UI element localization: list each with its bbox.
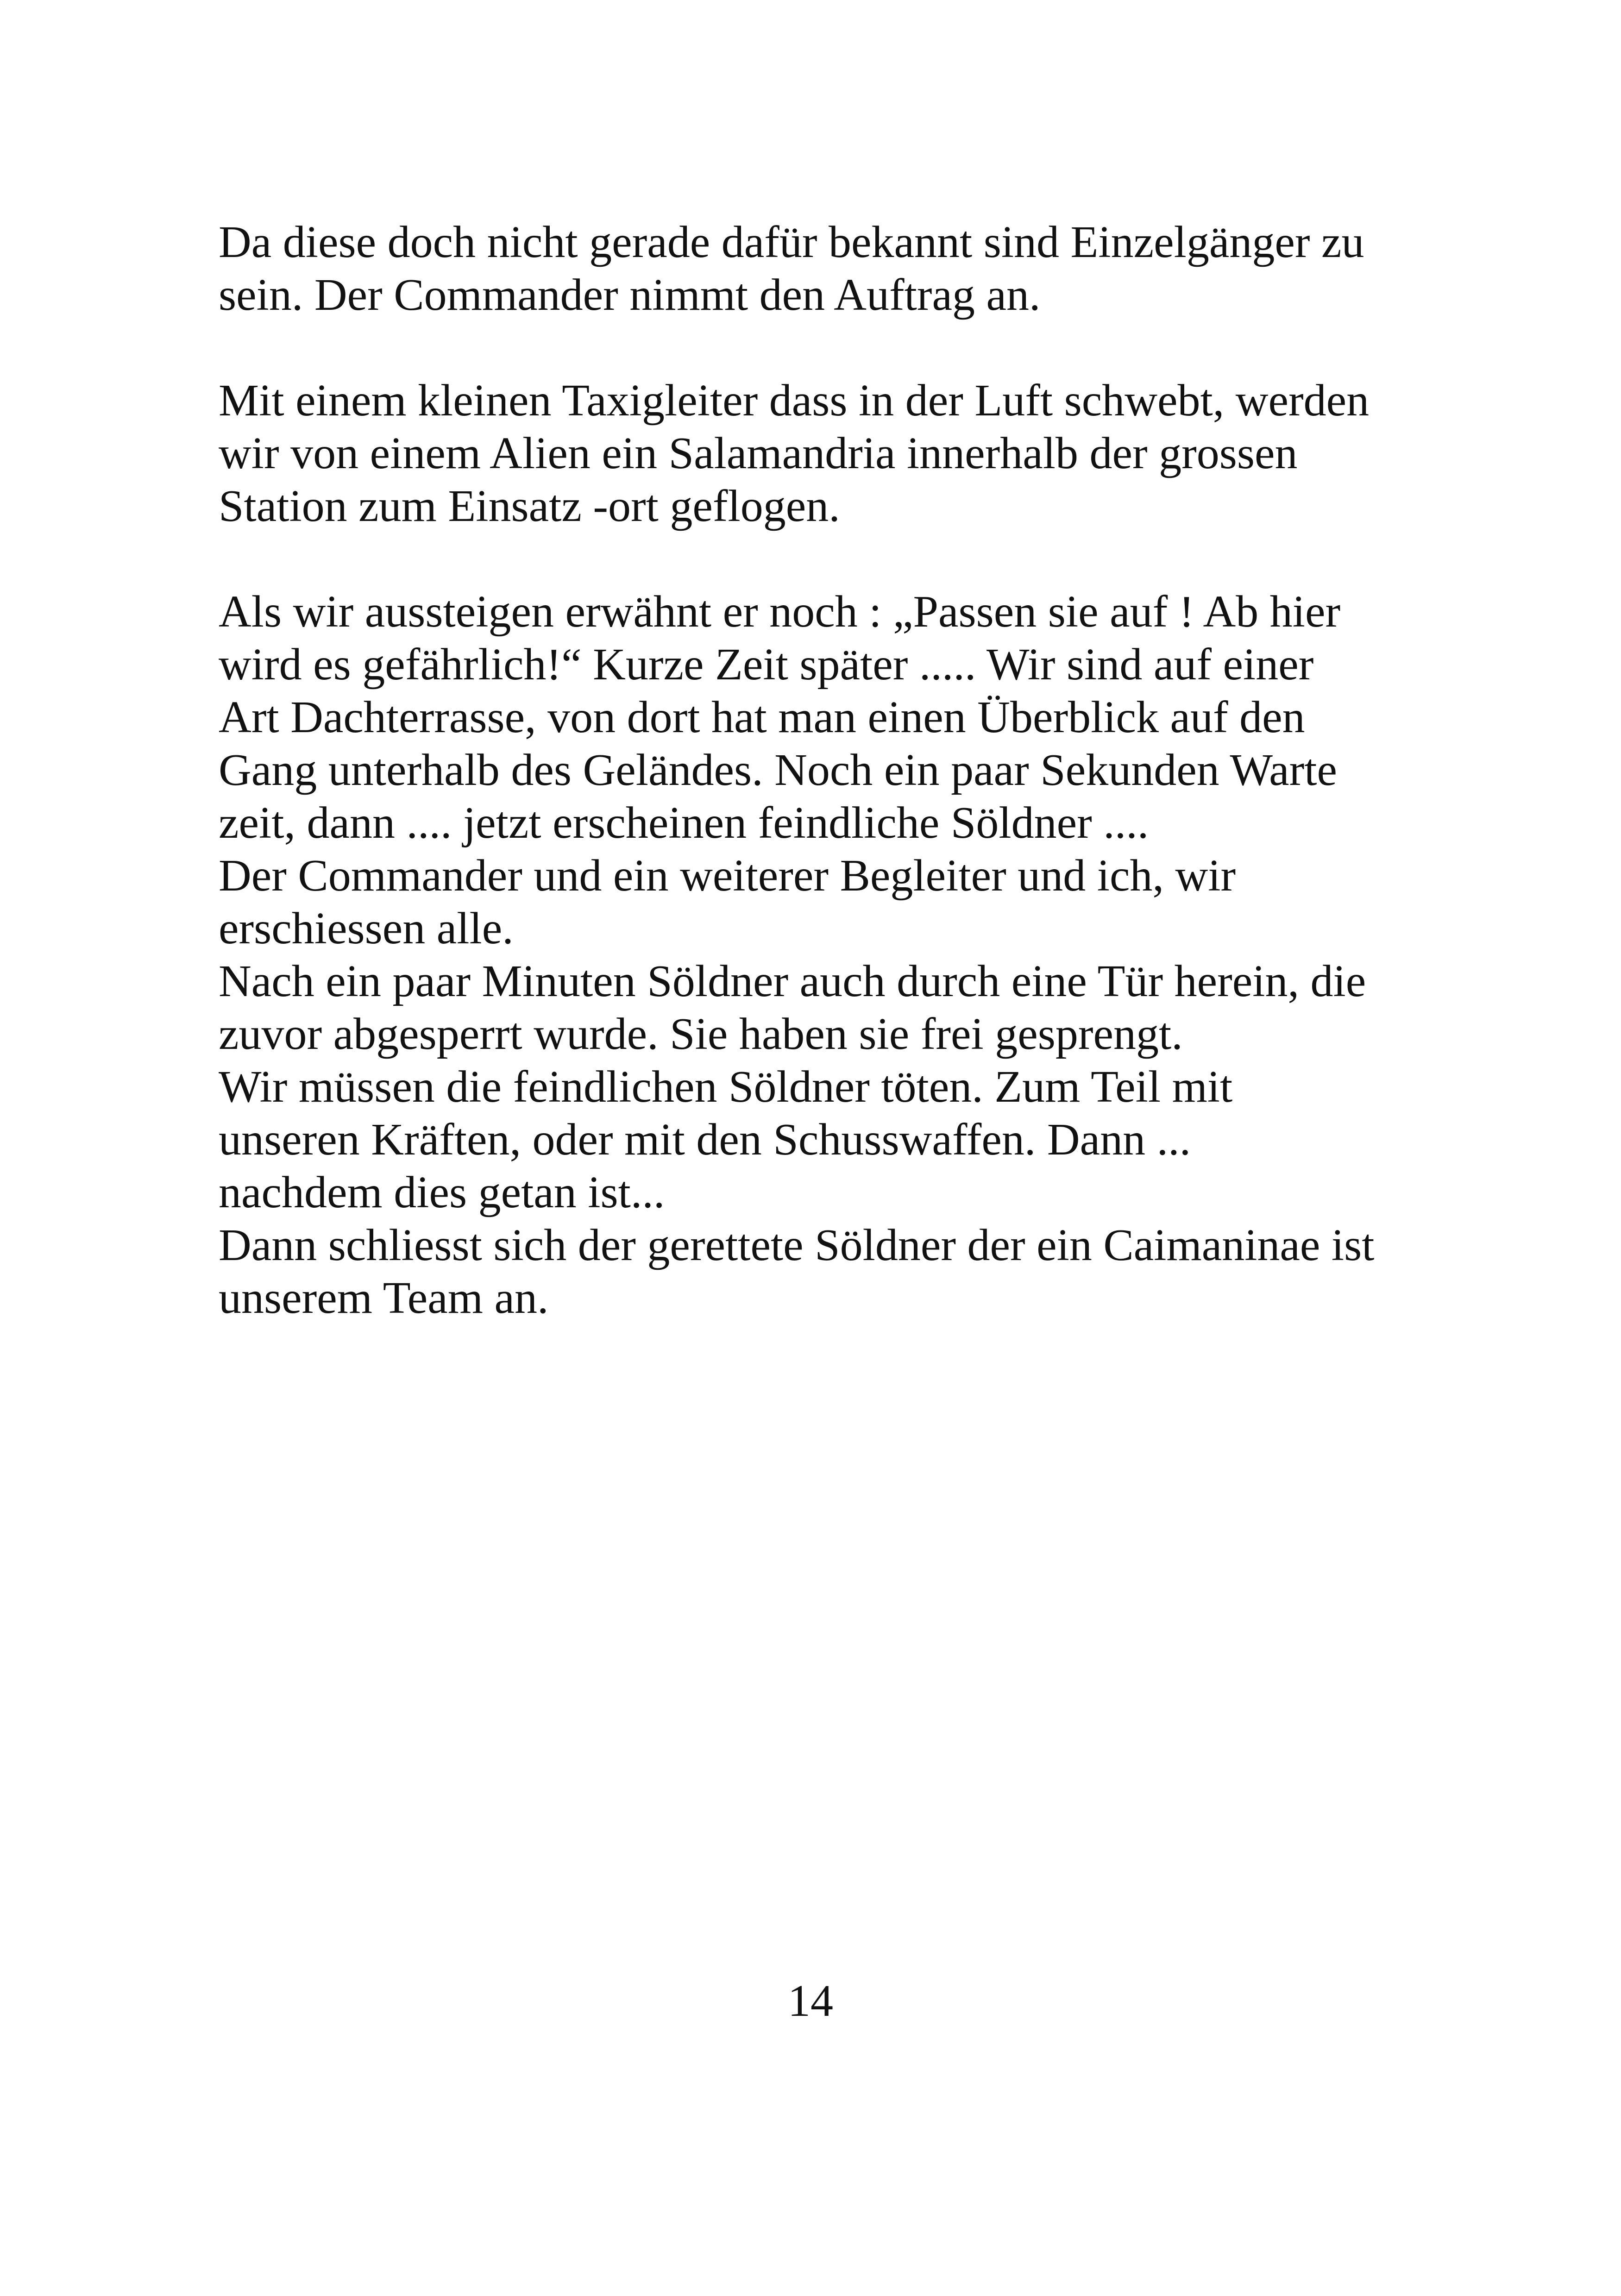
text-line: wir von einem Alien ein Salamandria innerhalb der grossen bbox=[219, 428, 1298, 478]
text-line: zeit, dann .... jetzt erscheinen feindliche Söldner .... bbox=[219, 798, 1149, 848]
text-line: Dann schliesst sich der gerettete Söldner der ein Caimaninae ist bbox=[219, 1220, 1375, 1270]
paragraph-spacer bbox=[219, 533, 1506, 585]
paragraph-2 bbox=[219, 374, 1506, 533]
text-line: Der Commander und ein weiterer Begleiter und ich, wir bbox=[219, 851, 1236, 901]
text-line: zuvor abgesperrt wurde. Sie haben sie frei gesprengt. bbox=[219, 1009, 1183, 1059]
text-line: nachdem dies getan ist... bbox=[219, 1167, 665, 1217]
paragraph-spacer bbox=[219, 321, 1506, 374]
text-line: unserem Team an. bbox=[219, 1273, 549, 1323]
text-line: Nach ein paar Minuten Söldner auch durch eine Tür herein, die bbox=[219, 956, 1366, 1006]
text-line: Station zum Einsatz -ort geflogen. bbox=[219, 481, 840, 531]
text-line: sein. Der Commander nimmt den Auftrag an. bbox=[219, 270, 1041, 320]
text-line: wird es gefährlich!“ Kurze Zeit später ..... Wir sind auf einer bbox=[219, 640, 1314, 690]
page-number: 14 bbox=[788, 1976, 833, 2026]
text-line: Da diese doch nicht gerade dafür bekannt sind Einzelgänger zu bbox=[219, 217, 1364, 267]
text-line: Wir müssen die feindlichen Söldner töten. Zum Teil mit bbox=[219, 1062, 1233, 1112]
text-line: Art Dachterrasse, von dort hat man einen Überblick auf den bbox=[219, 692, 1305, 742]
text-line: unseren Kräften, oder mit den Schusswaffen. Dann ... bbox=[219, 1115, 1191, 1165]
body-text bbox=[219, 216, 1506, 1324]
paragraph-3 bbox=[219, 585, 1506, 1324]
text-line: Als wir aussteigen erwähnt er noch : „Passen sie auf ! Ab hier bbox=[219, 587, 1341, 637]
paragraph-1 bbox=[219, 216, 1506, 321]
text-line: Gang unterhalb des Geländes. Noch ein paar Sekunden Warte bbox=[219, 745, 1337, 795]
text-line: erschiessen alle. bbox=[219, 903, 514, 954]
text-line: Mit einem kleinen Taxigleiter dass in der Luft schwebt, werden bbox=[219, 376, 1370, 426]
